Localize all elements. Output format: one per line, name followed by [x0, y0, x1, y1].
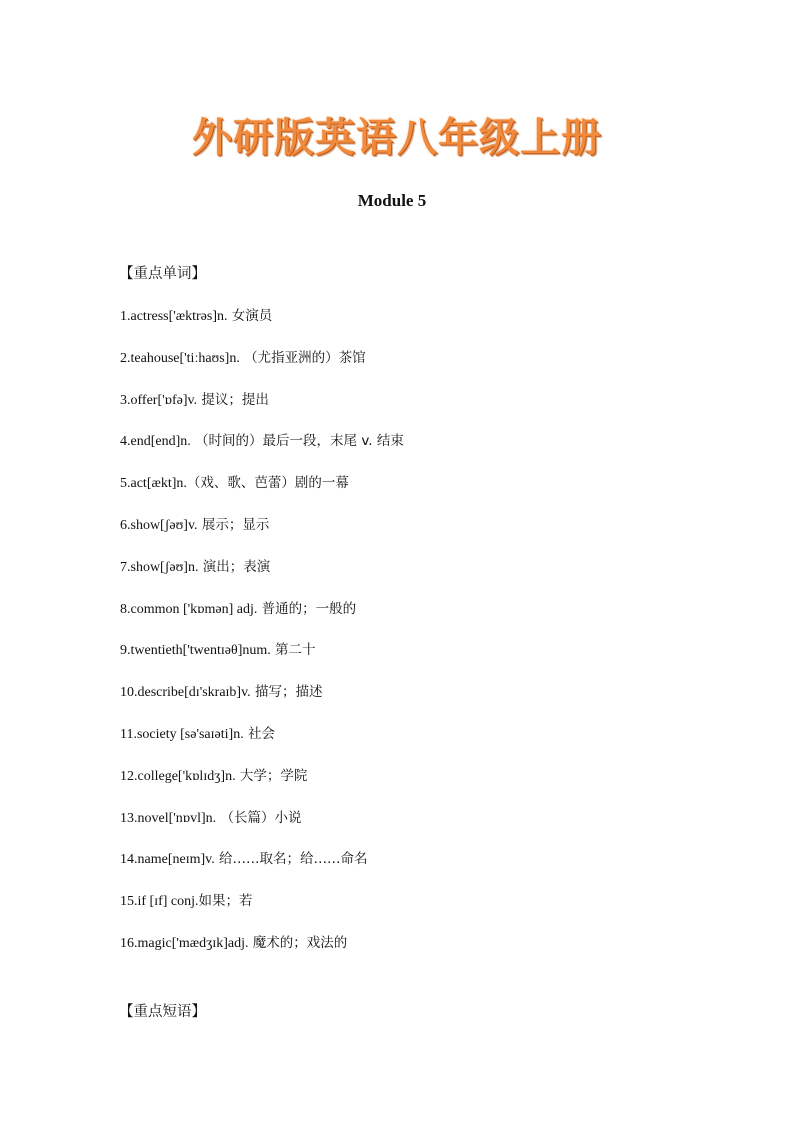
vocab-item: [120, 556, 404, 598]
module-heading: Module 5: [357, 191, 427, 210]
vocab-meaning: 第二十: [270, 642, 316, 659]
vocab-meaning: 如果；若: [198, 893, 253, 910]
vocab-meaning: （尤指亚洲的）茶馆: [239, 349, 366, 366]
vocab-word: 2.teahouse['tiːhaʊs]n.: [120, 350, 240, 366]
vocab-meaning: 魔术的；戏法的: [248, 934, 348, 951]
vocab-word: 12.college['kɒlɪdʒ]n.: [120, 768, 236, 784]
vocab-word: 3.offer['ɒfə]v.: [120, 392, 198, 408]
vocab-word: 13.novel['nɒvl]n.: [120, 810, 217, 826]
vocab-item: [120, 430, 404, 472]
vocab-item: [120, 598, 404, 640]
vocab-word: 7.show[ʃəʊ]n.: [120, 559, 199, 575]
vocab-meaning: 大学；学院: [235, 767, 308, 784]
vocab-meaning: 描写；描述: [250, 684, 323, 701]
vocab-word: 14.name[neɪm]v.: [120, 852, 215, 868]
vocab-item: [120, 681, 404, 723]
vocab-meaning: 展示；显示: [197, 516, 270, 533]
vocab-meaning: 给……取名；给……命名: [214, 851, 368, 868]
vocab-word: 10.describe[dɪ'skraɪb]v.: [120, 685, 251, 701]
vocab-item: [120, 639, 404, 681]
vocab-item: [120, 848, 404, 890]
vocab-word: 4.end[end]n.: [120, 434, 191, 450]
vocab-item: [120, 347, 404, 389]
vocab-meaning: 提议；提出: [197, 391, 269, 408]
vocab-word: 1.actress['æktrəs]n.: [120, 309, 228, 324]
phrases-section-heading: 【重点短语】: [119, 1004, 206, 1020]
vocab-meaning: 普通的；一般的: [257, 600, 357, 617]
vocab-meaning: （长篇）小说: [216, 809, 302, 826]
vocab-word: 9.twentieth['twentɪəθ]num.: [120, 643, 271, 659]
vocab-section-heading: 【重点单词】: [119, 266, 206, 282]
vocab-item: [120, 932, 404, 974]
vocab-item: [120, 765, 404, 807]
vocab-word: 15.if [ɪf] conj.: [120, 894, 199, 910]
vocab-meaning: （戏、歌、芭蕾）剧的一幕: [186, 475, 349, 492]
vocab-item: [120, 890, 404, 932]
vocab-meaning: （时间的）最后一段，末尾 v. 结束: [190, 433, 404, 450]
vocab-word: 16.magic['mædʒɪk]adj.: [120, 935, 249, 951]
vocab-word: 6.show[ʃəʊ]v.: [120, 517, 198, 533]
vocab-word: 8.common ['kɒmən] adj.: [120, 601, 258, 617]
vocab-list: [120, 305, 404, 974]
vocab-meaning: 女演员: [227, 308, 273, 324]
vocab-item: [120, 305, 404, 347]
vocab-item: [120, 723, 404, 765]
vocab-meaning: 社会: [243, 725, 275, 742]
vocab-meaning: 演出；表演: [198, 558, 271, 575]
page-title: 外研版英语八年级上册: [192, 115, 602, 161]
vocab-item: [120, 807, 404, 849]
vocab-word: 5.act[ækt]n.: [120, 476, 187, 492]
vocab-word: 11.society [sə'saɪəti]n.: [120, 726, 244, 742]
vocab-item: [120, 472, 404, 514]
vocab-item: [120, 514, 404, 556]
vocab-item: [120, 389, 404, 431]
